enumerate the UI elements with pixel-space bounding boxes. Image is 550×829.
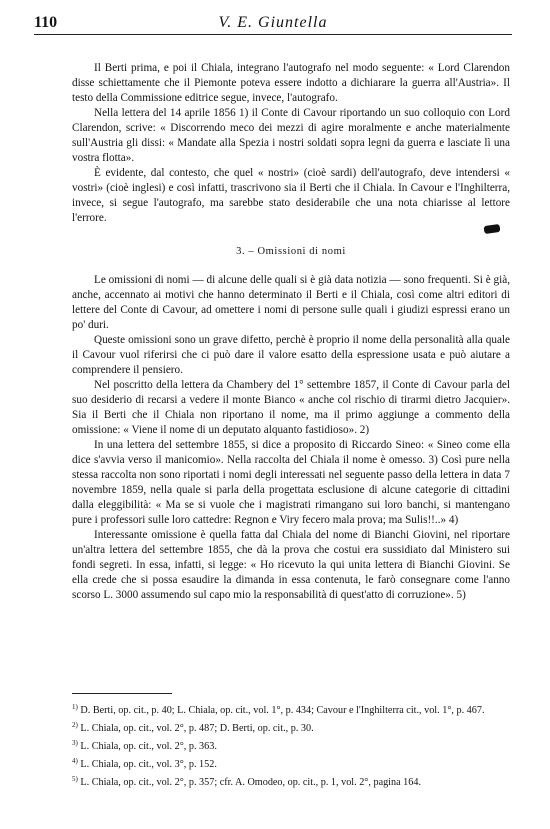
page-header bbox=[34, 10, 512, 34]
footnote-text: L. Chiala, op. cit., vol. 2°, p. 487; D. Berti, op. cit., p. 30. bbox=[80, 723, 314, 734]
footnote-mark: 1) bbox=[72, 703, 78, 711]
paragraph: Le omissioni di nomi — di alcune delle quali si è già data notizia — sono frequenti. Si è già, anche, accennato ai motivi che hanno determinato il Berti e il Chiala, così come altri editori di lettere del Conte di Cavour, ad omettere i nomi di persone sulle quali i giudizi espressi erano un po' duri. bbox=[72, 274, 510, 331]
footnote-text: D. Berti, op. cit., p. 40; L. Chiala, op. cit., vol. 1°, p. 434; Cavour e l'Inghilterra cit., vol. 1°, p. 467. bbox=[80, 705, 485, 716]
paragraph: Il Berti prima, e poi il Chiala, integrano l'autografo nel modo seguente: « Lord Clarendon disse schiettamente che il Piemonte poteva essere indotto a dichiarare la guerra all'Austria». Il testo della Commissione editrice segue, invece, l'autografo. bbox=[72, 62, 510, 104]
running-title: V. E. Giuntella bbox=[218, 14, 328, 31]
footnote-text: L. Chiala, op. cit., vol. 2°, p. 363. bbox=[80, 741, 217, 752]
footnote bbox=[72, 754, 510, 772]
footnote bbox=[72, 700, 510, 718]
footnote-mark: 2) bbox=[72, 721, 78, 729]
body-text bbox=[72, 61, 510, 603]
footnote-mark: 5) bbox=[72, 775, 78, 783]
footnote bbox=[72, 736, 510, 754]
section-heading: 3. – Omissioni di nomi bbox=[236, 246, 346, 257]
footnote bbox=[72, 772, 510, 790]
paragraph: In una lettera del settembre 1855, si dice a proposito di Riccardo Sineo: « Sineo come ella dice s'avvia verso il manicomio». Nella raccolta del Chiala il nome è omesso. 3) Così pure nella stessa raccolta non sono riportati i nomi degli interessati nel seguente passo della lettera in data 7 novembre 1859, nella quale si parla della progettata esclusione di alcune categorie di cittadini dalla eleggibilità: « Ma se si vuole che i magistrati rimangano sui loro banchi, si mantengano pure i professori sulle loro cattedre: Regnon e Viry fecero mala prova; ma Sulis!!..» 4) bbox=[72, 439, 510, 526]
footnotes bbox=[72, 700, 510, 790]
footnote bbox=[72, 718, 510, 736]
header-rule bbox=[34, 34, 512, 35]
paragraph: Interessante omissione è quella fatta dal Chiala del nome di Bianchi Giovini, nel riportare un'altra lettera del settembre 1855, che dà la prova che costui era sussidiato dal Ministero sui fondi segreti. In essa, infatti, si legge: « Ho ricevuto la qui unita lettera di Bianchi Giovini. Se ella crede che si possa esaudire la dimanda in essa contenuta, le farò consegnare come l'anno scorso L. 3000 assumendo sul capo mio la responsabilità di quest'atto di corruzione». 5) bbox=[72, 529, 510, 601]
paragraph: Nel poscritto della lettera da Chambery del 1° settembre 1857, il Conte di Cavour parla del suo desiderio di recarsi a vedere il monte Bianco « anche col rischio di tirarmi dietro Jacquier». Sia il Berti che il Chiala non riportano il nome, ma il primo aggiunge a commento della omissione: « Viene il nome di un deputato alquanto fastidioso». 2) bbox=[72, 379, 510, 436]
footnote-text: L. Chiala, op. cit., vol. 3°, p. 152. bbox=[80, 759, 217, 770]
paragraph: È evidente, dal contesto, che quel « nostri» (cioè sardi) dell'autografo, deve intendersi « vostri» (cioè inglesi) e così infatti, trascrivono sia il Berti che il Chiala. In Cavour e l'Inghilterra, invece, si segue l'autografo, ma sarebbe stato desiderabile che una nota chiarisse al lettore l'errore. bbox=[72, 167, 510, 224]
footnote-text: L. Chiala, op. cit., vol. 2°, p. 357; cfr. A. Omodeo, op. cit., p. 1, vol. 2°, pagina 164. bbox=[80, 777, 422, 788]
paragraph: Nella lettera del 14 aprile 1856 1) il Conte di Cavour riportando un suo colloquio con Lord Clarendon, scrive: « Discorrendo meco dei mezzi di agire moralmente e anche materialmente sull'Austria gli dissi: « Mandate alla Spezia i nostri soldati sopra legni da guerra e lasciate lì una vostra flotta». bbox=[72, 107, 510, 164]
footnote-mark: 4) bbox=[72, 757, 78, 765]
paragraph: Queste omissioni sono un grave difetto, perchè è proprio il nome della personalità alla quale il Cavour vuol riferirsi che ci può dare il valore esatto della espressione usata e può aiutare a comprendere il pensiero. bbox=[72, 334, 510, 376]
footnote-rule bbox=[72, 693, 172, 694]
page-number: 110 bbox=[34, 14, 58, 31]
footnote-mark: 3) bbox=[72, 739, 78, 747]
